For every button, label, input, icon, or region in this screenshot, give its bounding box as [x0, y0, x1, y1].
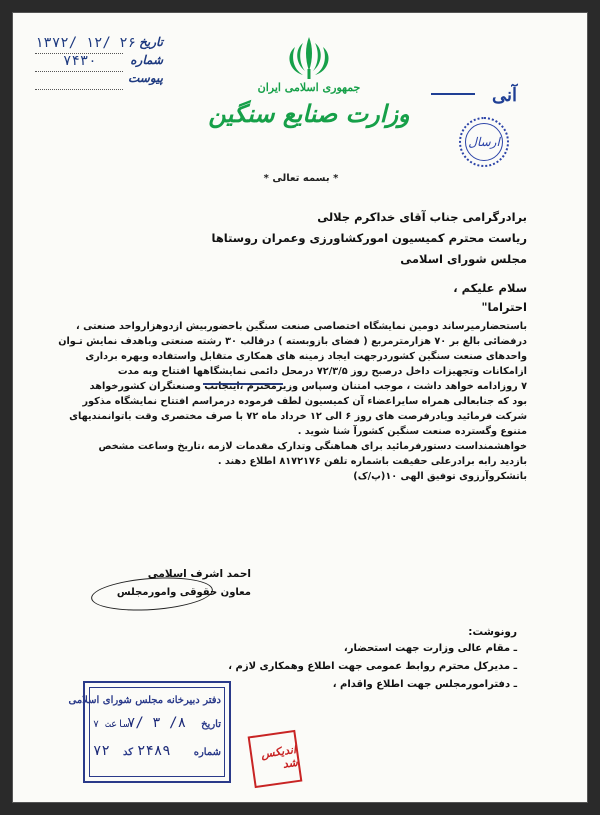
copy-item-2: ـ مدیرکل محترم روابط عمومی جهت اطلاع وهمکاری لازم ،: [228, 661, 517, 672]
letter-body: [58, 319, 527, 484]
body-line-2: درفضائی بالغ بر ۷۰ هزارمترمربع ( فضای بازوبسته ) درقالب ۳۰ رشته صنعتی وباهدف نمایش تـوان: [58, 336, 527, 347]
receipt-stamp-code-label: کد: [123, 747, 134, 758]
iran-emblem-icon: [281, 33, 337, 85]
number-label: شماره: [130, 53, 163, 67]
receipt-stamp-date-label: تاریخ: [201, 719, 221, 730]
body-line-3: واحدهای صنعت سنگین کشوردرجهت ایجاد زمینه های همکاری متقابل واستفاده وبهره برداری: [85, 351, 527, 362]
receipt-stamp-date-value: ۷/ ۳ /۸: [127, 715, 187, 731]
body-line-5: ۷ روزادامه خواهد داشت ، موجب امتنان وسپاس وزیرمحترم ،اینجانب وصنعتگران کشورخواهد: [89, 381, 527, 392]
body-line-1: باستحضارمیرساند دومین نمایشگاه اختصاصی صنعت سنگین باحضوربیش ازدوهزارواحد صنعتی ،: [76, 321, 527, 332]
receipt-stamp: [68, 681, 231, 783]
signatory-name: احمد اشرف اسلامی: [147, 568, 251, 580]
address-line-2: ریاست محترم کمیسیون امورکشاورزی وعمران روستاها: [211, 231, 527, 245]
address-line-3: مجلس شورای اسلامی: [400, 252, 527, 266]
dispatch-seal: ارسال: [459, 117, 509, 167]
salutation: احتراما": [481, 300, 527, 314]
ministry-title: وزارت صنایع سنگین: [208, 99, 410, 128]
copy-item-3: ـ دفترامورمجلس جهت اطلاع واقدام ،: [332, 679, 517, 690]
receipt-stamp-time: ۷ ساعت: [93, 719, 130, 730]
receipt-stamp-code-value: ۷۲: [93, 743, 110, 759]
letter-sheet: [12, 12, 588, 803]
signatory-title: معاون حقوقی وامورمجلس: [116, 587, 251, 598]
attachment-label: پیوست: [128, 71, 163, 85]
government-title: جمهوری اسلامی ایران: [257, 81, 361, 94]
invocation: * بسمه تعالی *: [263, 173, 339, 184]
number-line: [35, 71, 123, 72]
body-line-10: بازدید رابه برادرعلی حقیقت باشماره تلفن ۸۱۷۲۱۷۶ اطلاع دهند .: [217, 456, 527, 467]
pencil-underline: [203, 383, 283, 385]
body-line-9: خواهشمنداست دستورفرمائید برای هماهنگی وتدارک مقدمات لازمه ،تاریخ وساعت مشخص: [98, 441, 527, 452]
urgency-mark: آنی: [491, 85, 517, 106]
body-line-8: متنوع وگسترده صنعت سنگین کشورآ شنا شوید .: [297, 426, 527, 437]
date-value: ۱۳۷۲/ ۱۲/ ۲۶: [35, 35, 137, 51]
indexed-stamp: اندیکس شد: [248, 730, 303, 788]
body-line-11: باتشکروآرزوی توفیق الهی ۱۰(پ/ک): [353, 471, 527, 482]
receipt-stamp-org: دفتر دبیرخانه مجلس شورای اسلامی: [68, 695, 221, 706]
date-label: تاریخ: [139, 35, 163, 49]
urgency-underline: [431, 93, 475, 95]
attachment-line: [35, 89, 123, 90]
greeting: سلام علیکم ،: [453, 281, 527, 295]
receipt-stamp-number-label: شماره: [193, 747, 221, 758]
copy-item-1: ـ مقام عالی وزارت جهت استحضار،: [343, 643, 517, 654]
address-line-1: برادرگرامی جناب آقای خداکرم جلالی: [317, 210, 527, 224]
body-line-6: بود که جنابعالی همراه سایراعضاء آن کمیسیون لطف فرموده درمراسم افتتاح نمایشگاه مذکور: [82, 396, 527, 407]
body-line-4: ازامکانات وتجهیزات داخل درصبح روز ۷۲/۳/۵ درمحل دائمی نمایشگاهها افتتاح وبه مدت: [117, 366, 527, 377]
number-value: ۷۴۳۰: [63, 53, 97, 69]
copies-heading: رونوشت:: [468, 626, 517, 638]
body-line-7: شرکت فرمائید ویادرفرصت های روز ۶ الی ۱۲ خرداد ماه ۷۲ با صرف مختصری وقت باتوانمندیهای: [69, 411, 527, 422]
receipt-stamp-number-value: ۲۴۸۹: [137, 743, 171, 759]
